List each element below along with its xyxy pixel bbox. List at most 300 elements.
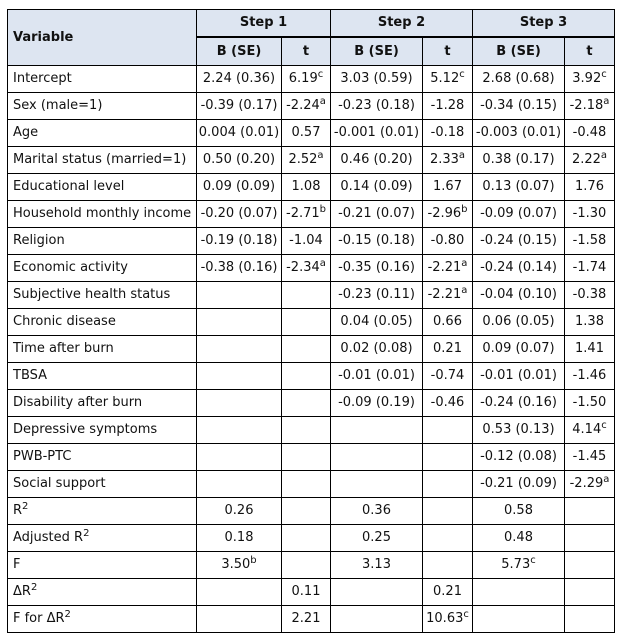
step1-t-cell-superscript: a	[317, 150, 324, 161]
step2-t-cell-superscript: a	[458, 150, 466, 161]
step2-t-cell	[423, 93, 473, 120]
summary-label	[8, 552, 197, 579]
step2-b-se-cell-value: 0.14 (0.09)	[340, 179, 413, 194]
step1-t-cell	[282, 174, 331, 201]
step3-b-se-cell-value: -0.24 (0.15)	[480, 233, 557, 248]
summary-row	[8, 579, 615, 606]
step2-b-se-cell-value: 0.46 (0.20)	[340, 152, 413, 167]
step1-b-se-cell	[197, 498, 282, 525]
header-step2-t: t	[423, 37, 473, 66]
step1-b-se-cell	[197, 120, 282, 147]
step2-b-se-cell	[331, 309, 423, 336]
row-variable-label-value: Marital status (married=1)	[13, 152, 187, 167]
step1-b-se-cell	[197, 390, 282, 417]
step2-t-cell	[423, 147, 473, 174]
regression-table-container	[7, 9, 615, 633]
step1-t-cell	[282, 498, 331, 525]
step1-b-se-cell	[197, 336, 282, 363]
step2-b-se-cell-value: 0.04 (0.05)	[340, 314, 413, 329]
row-variable-label-value: Social support	[13, 476, 106, 491]
step3-t-cell-value: -1.45	[572, 449, 607, 464]
table-row	[8, 174, 615, 201]
step1-t-cell-value: 1.08	[291, 179, 321, 194]
step3-t-cell-value: 1.76	[575, 179, 604, 194]
step3-b-se-cell	[473, 147, 565, 174]
header-step2-b-se: B (SE)	[331, 37, 423, 66]
step3-t-cell-superscript: a	[600, 150, 608, 161]
step1-t-cell	[282, 66, 331, 93]
step1-t-cell-value: -2.71	[286, 206, 320, 221]
step2-t-cell-superscript: b	[461, 204, 468, 215]
row-variable-label-value: Time after burn	[13, 341, 114, 356]
step2-t-cell-value: -1.28	[430, 98, 465, 113]
step2-t-cell	[423, 201, 473, 228]
table-row	[8, 309, 615, 336]
row-variable-label	[8, 93, 197, 120]
step1-b-se-cell	[197, 309, 282, 336]
step1-t-cell	[282, 309, 331, 336]
row-variable-label	[8, 66, 197, 93]
step3-b-se-cell-value: 0.53 (0.13)	[482, 422, 555, 437]
step1-b-se-cell-value: 0.50 (0.20)	[202, 152, 276, 167]
step1-t-cell-value: 6.19	[288, 71, 318, 86]
step2-t-cell	[423, 525, 473, 552]
step2-t-cell	[423, 498, 473, 525]
step3-t-cell	[565, 66, 615, 93]
step1-b-se-cell-value: -0.38 (0.16)	[200, 260, 278, 275]
step2-b-se-cell	[331, 174, 423, 201]
step3-t-cell-value: -0.48	[572, 125, 607, 140]
step2-t-cell-value: -0.46	[430, 395, 465, 410]
step3-t-cell-value: 2.22	[571, 152, 601, 167]
step2-t-cell-value: -0.80	[430, 233, 465, 248]
step3-t-cell	[565, 417, 615, 444]
row-variable-label	[8, 336, 197, 363]
step3-b-se-cell-value: -0.24 (0.16)	[480, 395, 557, 410]
step3-t-cell-value: -1.58	[572, 233, 607, 248]
step1-b-se-cell-superscript: b	[250, 555, 257, 566]
step3-b-se-cell	[473, 336, 565, 363]
row-variable-label	[8, 309, 197, 336]
summary-label-superscript: 2	[22, 501, 29, 512]
step1-t-cell-superscript: a	[319, 258, 326, 269]
step2-b-se-cell	[331, 498, 423, 525]
step3-t-cell	[565, 498, 615, 525]
step2-t-cell	[423, 552, 473, 579]
table-body	[8, 66, 615, 633]
step3-b-se-cell	[473, 552, 565, 579]
row-variable-label-value: Household monthly income	[13, 206, 192, 221]
step2-t-cell-value: 0.21	[433, 341, 462, 356]
step2-b-se-cell-value: 0.02 (0.08)	[340, 341, 413, 356]
table-row	[8, 93, 615, 120]
step1-b-se-cell	[197, 93, 282, 120]
summary-label-value: F	[13, 557, 21, 572]
step1-b-se-cell	[197, 282, 282, 309]
step1-b-se-cell	[197, 228, 282, 255]
step1-t-cell	[282, 228, 331, 255]
row-variable-label	[8, 471, 197, 498]
row-variable-label	[8, 282, 197, 309]
step3-t-cell	[565, 201, 615, 228]
step2-t-cell	[423, 228, 473, 255]
step3-t-cell-value: -1.30	[572, 206, 607, 221]
step3-b-se-cell	[473, 498, 565, 525]
step1-t-cell-value: 0.11	[291, 584, 321, 599]
summary-label-value: ΔR	[13, 584, 31, 599]
step2-b-se-cell	[331, 336, 423, 363]
step1-t-cell	[282, 201, 331, 228]
summary-row	[8, 498, 615, 525]
step2-b-se-cell	[331, 120, 423, 147]
step3-b-se-cell-value: 2.68 (0.68)	[482, 71, 555, 86]
step2-t-cell-value: 1.67	[433, 179, 462, 194]
step2-t-cell	[423, 579, 473, 606]
step3-t-cell-superscript: a	[603, 474, 610, 485]
step2-t-cell	[423, 444, 473, 471]
summary-label	[8, 606, 197, 633]
step3-t-cell	[565, 336, 615, 363]
step2-t-cell	[423, 471, 473, 498]
step1-t-cell	[282, 282, 331, 309]
step2-b-se-cell	[331, 255, 423, 282]
step2-t-cell	[423, 66, 473, 93]
step2-t-cell-value: 0.66	[433, 314, 462, 329]
step3-b-se-cell-value: -0.12 (0.08)	[480, 449, 557, 464]
step3-b-se-cell	[473, 228, 565, 255]
row-variable-label	[8, 147, 197, 174]
step3-t-cell-value: -0.38	[572, 287, 607, 302]
step2-b-se-cell	[331, 363, 423, 390]
step1-t-cell-superscript: a	[319, 96, 326, 107]
step1-b-se-cell	[197, 417, 282, 444]
header-variable: Variable	[8, 10, 197, 66]
row-variable-label	[8, 120, 197, 147]
step2-t-cell	[423, 282, 473, 309]
step3-t-cell	[565, 120, 615, 147]
table-row	[8, 147, 615, 174]
step2-t-cell	[423, 120, 473, 147]
step2-t-cell-value: -2.21	[427, 260, 462, 275]
table-row	[8, 336, 615, 363]
step1-b-se-cell-value: 3.50	[221, 557, 251, 572]
header-step-3: Step 3	[473, 10, 615, 38]
step3-t-cell-value: -1.74	[572, 260, 607, 275]
row-variable-label-value: PWB-PTC	[13, 449, 72, 464]
step1-t-cell	[282, 120, 331, 147]
step2-t-cell-value: 2.33	[429, 152, 459, 167]
step2-b-se-cell	[331, 93, 423, 120]
row-variable-label	[8, 363, 197, 390]
step1-t-cell-value: 0.57	[291, 125, 321, 140]
step3-t-cell	[565, 552, 615, 579]
row-variable-label	[8, 390, 197, 417]
step1-t-cell	[282, 606, 331, 633]
step2-b-se-cell-value: -0.23 (0.11)	[338, 287, 415, 302]
step2-t-cell-value: 5.12	[430, 71, 460, 86]
step2-t-cell	[423, 390, 473, 417]
step1-t-cell-value: -2.34	[286, 260, 320, 275]
step1-t-cell	[282, 417, 331, 444]
step3-b-se-cell	[473, 606, 565, 633]
step3-t-cell	[565, 606, 615, 633]
table-row	[8, 363, 615, 390]
step2-t-cell-superscript: a	[461, 258, 468, 269]
step1-b-se-cell	[197, 174, 282, 201]
step3-b-se-cell	[473, 417, 565, 444]
row-variable-label	[8, 201, 197, 228]
step3-b-se-cell-value: -0.24 (0.14)	[480, 260, 557, 275]
summary-label-superscript: 2	[83, 528, 90, 539]
step3-t-cell	[565, 525, 615, 552]
table-row	[8, 120, 615, 147]
summary-label-value: Adjusted R	[13, 530, 84, 545]
step1-t-cell	[282, 552, 331, 579]
step2-b-se-cell-value: 0.25	[362, 530, 391, 545]
table-row	[8, 66, 615, 93]
step1-t-cell	[282, 390, 331, 417]
step1-b-se-cell	[197, 201, 282, 228]
step2-b-se-cell-value: -0.001 (0.01)	[333, 125, 420, 140]
step2-t-cell-superscript: c	[463, 609, 469, 620]
summary-row	[8, 552, 615, 579]
summary-label-superscript: 2	[30, 582, 38, 593]
summary-label-value: F for ΔR	[13, 611, 65, 626]
step3-b-se-cell-value: 5.73	[501, 557, 531, 572]
step3-t-cell-value: 3.92	[572, 71, 602, 86]
header-step1-t: t	[282, 37, 331, 66]
step1-t-cell-superscript: c	[317, 69, 324, 80]
step1-b-se-cell	[197, 606, 282, 633]
step2-b-se-cell	[331, 606, 423, 633]
step3-t-cell-value: 1.38	[575, 314, 604, 329]
step3-t-cell	[565, 174, 615, 201]
step2-b-se-cell-value: -0.35 (0.16)	[338, 260, 415, 275]
row-variable-label-value: Religion	[13, 233, 65, 248]
step3-b-se-cell-value: -0.21 (0.09)	[480, 476, 557, 491]
step3-b-se-cell	[473, 282, 565, 309]
step3-t-cell-superscript: a	[603, 96, 610, 107]
step1-b-se-cell-value: 2.24 (0.36)	[202, 71, 276, 86]
step2-t-cell	[423, 363, 473, 390]
step3-t-cell	[565, 147, 615, 174]
regression-table	[7, 9, 615, 633]
row-variable-label-value: Economic activity	[13, 260, 128, 275]
table-row	[8, 255, 615, 282]
step2-b-se-cell	[331, 579, 423, 606]
step3-b-se-cell-superscript: c	[530, 555, 536, 566]
summary-label	[8, 498, 197, 525]
row-variable-label-value: Sex (male=1)	[13, 98, 103, 113]
step1-t-cell-value: -2.24	[286, 98, 320, 113]
step3-b-se-cell	[473, 66, 565, 93]
row-variable-label	[8, 228, 197, 255]
step2-b-se-cell	[331, 525, 423, 552]
step3-t-cell	[565, 444, 615, 471]
row-variable-label-value: Disability after burn	[13, 395, 143, 410]
step3-b-se-cell-value: -0.04 (0.10)	[480, 287, 557, 302]
summary-label	[8, 579, 197, 606]
header-step1-b-se: B (SE)	[197, 37, 282, 66]
step3-b-se-cell-value: 0.06 (0.05)	[482, 314, 555, 329]
step1-b-se-cell	[197, 66, 282, 93]
step3-t-cell-value: 4.14	[572, 422, 602, 437]
step3-b-se-cell	[473, 390, 565, 417]
row-variable-label-value: Chronic disease	[13, 314, 116, 329]
step3-b-se-cell	[473, 309, 565, 336]
summary-label	[8, 525, 197, 552]
step3-t-cell-value: -2.29	[569, 476, 604, 491]
step2-t-cell-value: -0.18	[430, 125, 465, 140]
step1-t-cell	[282, 471, 331, 498]
step1-t-cell	[282, 525, 331, 552]
summary-label-superscript: 2	[64, 609, 71, 620]
step2-b-se-cell-value: 3.13	[362, 557, 391, 572]
step3-b-se-cell	[473, 120, 565, 147]
step3-t-cell-superscript: c	[601, 420, 607, 431]
step3-b-se-cell-value: -0.01 (0.01)	[480, 368, 557, 383]
row-variable-label-value: Intercept	[13, 71, 72, 86]
step1-b-se-cell-value: -0.19 (0.18)	[200, 233, 278, 248]
step2-b-se-cell	[331, 228, 423, 255]
step1-b-se-cell	[197, 579, 282, 606]
step3-t-cell-value: -1.50	[572, 395, 607, 410]
step2-b-se-cell-value: 3.03 (0.59)	[340, 71, 413, 86]
row-variable-label	[8, 255, 197, 282]
step2-t-cell-value: 0.21	[433, 584, 462, 599]
step1-t-cell	[282, 147, 331, 174]
step2-b-se-cell-value: -0.23 (0.18)	[338, 98, 415, 113]
step1-b-se-cell-value: 0.004 (0.01)	[198, 125, 280, 140]
step1-b-se-cell-value: 0.09 (0.09)	[202, 179, 276, 194]
step1-t-cell	[282, 336, 331, 363]
step3-b-se-cell	[473, 471, 565, 498]
step1-b-se-cell-value: 0.18	[224, 530, 254, 545]
step2-b-se-cell	[331, 471, 423, 498]
step1-b-se-cell	[197, 471, 282, 498]
header-step3-t: t	[565, 37, 615, 66]
step1-t-cell	[282, 579, 331, 606]
step1-b-se-cell	[197, 363, 282, 390]
step1-b-se-cell-value: -0.20 (0.07)	[200, 206, 278, 221]
row-variable-label-value: Educational level	[13, 179, 125, 194]
step2-b-se-cell	[331, 417, 423, 444]
step3-b-se-cell	[473, 201, 565, 228]
step3-b-se-cell	[473, 255, 565, 282]
step1-b-se-cell	[197, 444, 282, 471]
step3-t-cell	[565, 309, 615, 336]
step3-t-cell-superscript: c	[601, 69, 607, 80]
step1-t-cell-value: 2.21	[291, 611, 321, 626]
step2-t-cell-value: -2.21	[427, 287, 462, 302]
step2-b-se-cell-value: -0.15 (0.18)	[338, 233, 415, 248]
header-step-1: Step 1	[197, 10, 331, 38]
header-step-2: Step 2	[331, 10, 473, 38]
step2-t-cell	[423, 174, 473, 201]
step3-t-cell	[565, 255, 615, 282]
step3-t-cell	[565, 390, 615, 417]
step2-b-se-cell	[331, 390, 423, 417]
step2-t-cell-superscript: c	[459, 69, 465, 80]
step2-b-se-cell	[331, 282, 423, 309]
step3-t-cell-value: -1.46	[572, 368, 607, 383]
step3-b-se-cell-value: -0.34 (0.15)	[480, 98, 557, 113]
table-row	[8, 444, 615, 471]
step3-t-cell	[565, 471, 615, 498]
step2-t-cell	[423, 417, 473, 444]
summary-label-value: R	[13, 503, 23, 518]
table-row	[8, 201, 615, 228]
step1-t-cell-superscript: b	[319, 204, 326, 215]
step2-t-cell	[423, 336, 473, 363]
step2-b-se-cell-value: -0.09 (0.19)	[338, 395, 415, 410]
step1-t-cell-value: 2.52	[288, 152, 318, 167]
table-row	[8, 282, 615, 309]
step2-b-se-cell	[331, 201, 423, 228]
step3-b-se-cell	[473, 444, 565, 471]
step3-b-se-cell-value: 0.48	[504, 530, 533, 545]
table-row	[8, 228, 615, 255]
row-variable-label	[8, 444, 197, 471]
step3-t-cell	[565, 93, 615, 120]
step3-b-se-cell-value: 0.13 (0.07)	[482, 179, 555, 194]
step3-b-se-cell-value: 0.38 (0.17)	[482, 152, 555, 167]
row-variable-label-value: TBSA	[13, 368, 48, 383]
step3-t-cell	[565, 363, 615, 390]
table-row	[8, 390, 615, 417]
step1-b-se-cell	[197, 255, 282, 282]
step3-b-se-cell-value: 0.58	[504, 503, 533, 518]
step2-t-cell	[423, 606, 473, 633]
row-variable-label-value: Age	[13, 125, 39, 140]
step3-b-se-cell	[473, 579, 565, 606]
table-header	[8, 10, 615, 66]
table-row	[8, 417, 615, 444]
step2-t-cell-value: -2.96	[427, 206, 462, 221]
step1-t-cell	[282, 255, 331, 282]
step1-b-se-cell	[197, 552, 282, 579]
header-step3-b-se: B (SE)	[473, 37, 565, 66]
row-variable-label	[8, 174, 197, 201]
step1-b-se-cell-value: -0.39 (0.17)	[200, 98, 278, 113]
step2-b-se-cell-value: 0.36	[362, 503, 391, 518]
step3-b-se-cell	[473, 525, 565, 552]
row-variable-label-value: Depressive symptoms	[13, 422, 158, 437]
step1-t-cell-value: -1.04	[289, 233, 323, 248]
step1-t-cell	[282, 363, 331, 390]
summary-row	[8, 525, 615, 552]
step3-b-se-cell-value: -0.09 (0.07)	[480, 206, 557, 221]
step2-t-cell-value: 10.63	[426, 611, 464, 626]
step2-t-cell	[423, 309, 473, 336]
step1-b-se-cell	[197, 147, 282, 174]
step2-b-se-cell	[331, 147, 423, 174]
step1-b-se-cell	[197, 525, 282, 552]
step3-t-cell	[565, 282, 615, 309]
step2-b-se-cell-value: -0.21 (0.07)	[338, 206, 415, 221]
step3-b-se-cell-value: -0.003 (0.01)	[475, 125, 562, 140]
step3-b-se-cell	[473, 363, 565, 390]
step1-b-se-cell-value: 0.26	[224, 503, 254, 518]
row-variable-label-value: Subjective health status	[13, 287, 171, 302]
step3-b-se-cell-value: 0.09 (0.07)	[482, 341, 555, 356]
row-variable-label	[8, 417, 197, 444]
step2-b-se-cell	[331, 66, 423, 93]
step3-t-cell-value: -2.18	[569, 98, 604, 113]
step3-t-cell	[565, 579, 615, 606]
step3-b-se-cell	[473, 93, 565, 120]
step2-t-cell-superscript: a	[461, 285, 468, 296]
